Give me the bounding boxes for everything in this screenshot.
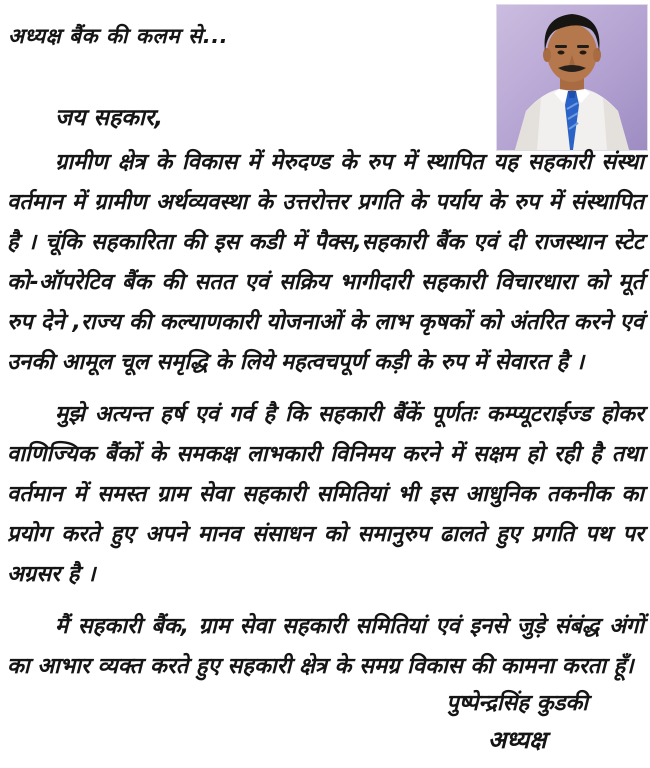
- letter-heading: अध्यक्ष बैंक की कलम से...: [8, 24, 229, 48]
- signatory-title: अध्यक्ष: [487, 726, 547, 754]
- chairman-portrait-illustration: [497, 5, 647, 150]
- paragraph-2: मुझे अत्यन्त हर्ष एवं गर्व है कि सहकारी बैंकें पूर्णतः कम्प्यूटराईज्ड होकर वाणिज्यिक बैंकों के समकक्ष लाभकारी विनिमय करने में सक्षम हो रही है तथा वर्तमान में समस्त ग्राम सेवा सहकारी समितियां भी इस आधुनिक तकनीक का प्रयोग करते हुए अपने मानव संसाधन को समानुरुप ढालते हुए प्रगति पथ पर अग्रसर है ।: [7, 402, 644, 587]
- paragraph-1: ग्रामीण क्षेत्र के विकास में मेरुदण्ड के रुप में स्थापित यह सहकारी संस्था वर्तमान में ग्रामीण अर्थव्यवस्था के उत्तरोत्तर प्रगति के पर्याय के रुप में संस्थापित है । चूंकि सहकारिता की इस कडी में पैक्स,सहकारी बैंक एवं दी राजस्थान स्टेट को-ऑपरेटिव बैंक की सतत एवं सक्रिय भागीदारी सहकारी विचारधारा को मूर्त रुप देने ,राज्य की कल्याणकारी योजनाओं के लाभ कृषकों को अंतरित करने एवं उनकी आमूल चूल समृद्धि के लिये महत्वचपूर्ण कड़ी के रुप में सेवारत है ।: [7, 150, 644, 375]
- chairman-photo: [496, 4, 648, 151]
- signatory-name: पुष्पेन्द्रसिंह कुडकी: [446, 691, 588, 716]
- letter-body: [7, 143, 644, 687]
- salutation: जय सहकार,: [55, 105, 163, 131]
- paragraph-3: मैं सहकारी बैंक, ग्राम सेवा सहकारी समितियां एवं इनसे जुड़े संबंद्ध अंगों का आभार व्यक्त करते हुए सहकारी क्षेत्र के समग्र विकास की कामना करता हूँ।: [7, 614, 644, 679]
- signature-block: [446, 686, 588, 758]
